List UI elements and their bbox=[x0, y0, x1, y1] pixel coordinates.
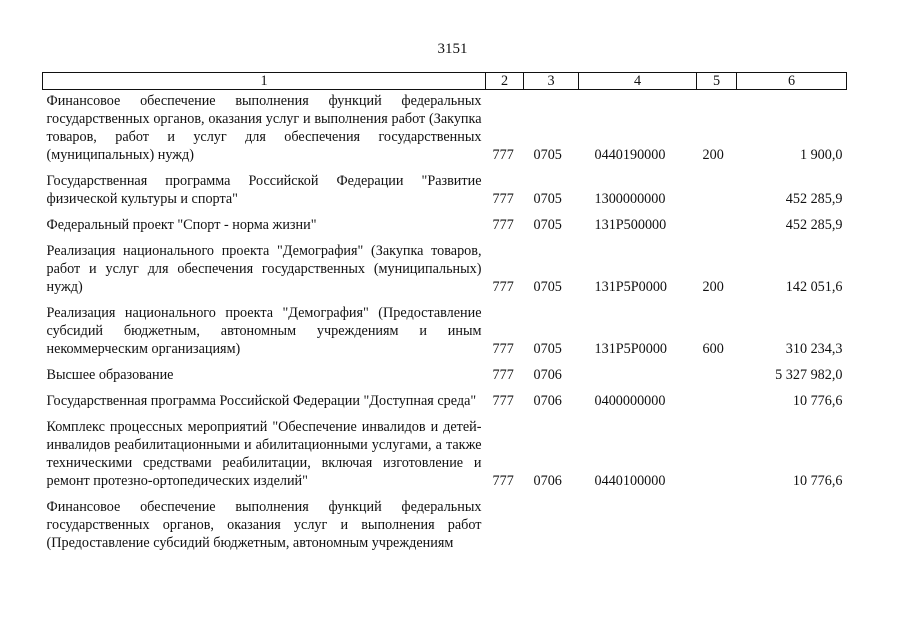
table-row bbox=[43, 90, 847, 171]
header-col-6: 6 bbox=[737, 73, 847, 90]
row-section-code bbox=[524, 496, 579, 558]
row-name: Высшее образование bbox=[46, 367, 174, 383]
row-section-code: 0705 bbox=[533, 191, 562, 207]
row-expense-type bbox=[697, 390, 737, 416]
row-ministry-code: 777 bbox=[492, 191, 514, 207]
row-expense-type: 200 bbox=[702, 147, 724, 163]
row-amount: 310 234,3 bbox=[785, 341, 843, 357]
row-section-code: 0705 bbox=[533, 217, 562, 233]
row-target-code bbox=[579, 496, 697, 558]
row-ministry-code: 777 bbox=[492, 341, 514, 357]
row-amount: 142 051,6 bbox=[785, 279, 843, 295]
row-section-code: 0706 bbox=[533, 367, 562, 383]
row-section-code: 0705 bbox=[533, 341, 562, 357]
budget-table bbox=[42, 72, 847, 558]
row-ministry-code bbox=[486, 496, 524, 558]
page-number: 3151 bbox=[437, 41, 468, 57]
header-col-1: 1 bbox=[43, 73, 486, 90]
row-expense-type bbox=[697, 416, 737, 496]
row-amount: 10 776,6 bbox=[792, 393, 843, 409]
row-section-code: 0705 bbox=[533, 147, 562, 163]
row-name: Государственная программа Российской Федерации "Доступная среда" bbox=[46, 393, 477, 409]
row-ministry-code: 777 bbox=[492, 393, 514, 409]
row-name: Финансовое обеспечение выполнения функций федеральных государственных органов, оказания услуг и выполнения работ (Предоставление субсидий бюджетным, автономным учреждениям bbox=[46, 499, 482, 551]
row-amount: 452 285,9 bbox=[785, 191, 843, 207]
row-expense-type: 200 bbox=[702, 279, 724, 295]
row-name: Комплекс процессных мероприятий "Обеспечение инвалидов и детей-инвалидов реабилитационными и абилитационными услугами, а также техническими средствами реабилитации, включая изготовление и ремонт протезно-ортопедических изделий" bbox=[46, 419, 482, 489]
row-target-code bbox=[579, 364, 697, 390]
header-col-4: 4 bbox=[579, 73, 697, 90]
row-ministry-code: 777 bbox=[492, 473, 514, 489]
row-expense-type: 600 bbox=[702, 341, 724, 357]
row-ministry-code: 777 bbox=[492, 279, 514, 295]
row-name: Федеральный проект "Спорт - норма жизни" bbox=[46, 217, 317, 233]
table-row bbox=[43, 364, 847, 390]
table-row bbox=[43, 170, 847, 214]
header-col-2: 2 bbox=[486, 73, 524, 90]
row-expense-type bbox=[697, 214, 737, 240]
row-ministry-code: 777 bbox=[492, 217, 514, 233]
table-row bbox=[43, 302, 847, 364]
row-target-code: 0440100000 bbox=[594, 473, 666, 489]
row-target-code: 131P5P0000 bbox=[594, 279, 668, 295]
row-target-code: 1300000000 bbox=[594, 191, 666, 207]
row-section-code: 0705 bbox=[533, 279, 562, 295]
table-row bbox=[43, 214, 847, 240]
header-col-5: 5 bbox=[697, 73, 737, 90]
row-name: Реализация национального проекта "Демография" (Предоставление субсидий бюджетным, автономным учреждениям и иным некоммерческим организациям) bbox=[46, 305, 482, 357]
row-section-code: 0706 bbox=[533, 473, 562, 489]
row-target-code: 131P500000 bbox=[594, 217, 667, 233]
row-expense-type bbox=[697, 364, 737, 390]
row-name: Государственная программа Российской Федерации "Развитие физической культуры и спорта" bbox=[46, 173, 482, 207]
row-ministry-code: 777 bbox=[492, 367, 514, 383]
row-name: Финансовое обеспечение выполнения функций федеральных государственных органов, оказания услуг и выполнения работ (Закупка товаров, работ и услуг для обеспечения государственных (муниципальных) нужд) bbox=[46, 93, 482, 163]
row-ministry-code: 777 bbox=[492, 147, 514, 163]
row-amount: 452 285,9 bbox=[785, 217, 843, 233]
row-expense-type bbox=[697, 170, 737, 214]
table-row bbox=[43, 496, 847, 558]
row-target-code: 131P5P0000 bbox=[594, 341, 668, 357]
header-col-3: 3 bbox=[524, 73, 579, 90]
row-section-code: 0706 bbox=[533, 393, 562, 409]
table-row bbox=[43, 390, 847, 416]
row-target-code: 0440190000 bbox=[594, 147, 666, 163]
row-expense-type bbox=[697, 496, 737, 558]
row-amount: 5 327 982,0 bbox=[775, 367, 843, 383]
row-target-code: 0400000000 bbox=[594, 393, 666, 409]
table-header-row bbox=[43, 73, 847, 90]
row-amount: 1 900,0 bbox=[799, 147, 843, 163]
table-row bbox=[43, 416, 847, 496]
row-amount bbox=[737, 496, 847, 558]
row-amount: 10 776,6 bbox=[792, 473, 843, 489]
table-row bbox=[43, 240, 847, 302]
row-name: Реализация национального проекта "Демография" (Закупка товаров, работ и услуг для обеспечения государственных (муниципальных) нужд) bbox=[46, 243, 482, 295]
